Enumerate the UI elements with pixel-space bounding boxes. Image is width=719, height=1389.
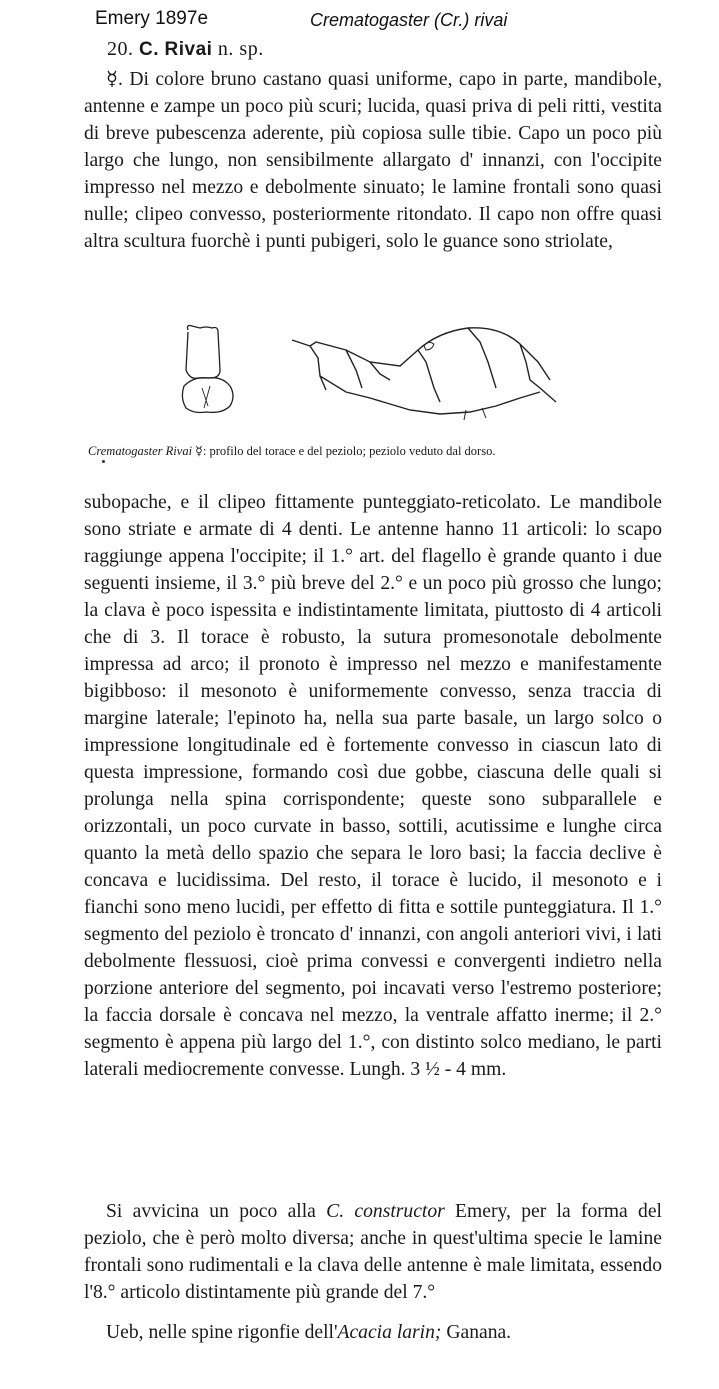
figure-caption [88, 443, 495, 459]
paragraph-comparison [84, 1198, 662, 1306]
locality-text-b: Ganana. [441, 1322, 512, 1343]
thorax-profile-drawing [292, 328, 556, 420]
paragraph-locality [84, 1319, 662, 1346]
caption-mark [102, 460, 105, 463]
comparison-block [84, 1198, 662, 1306]
locality-text-a: Ueb, nelle spine rigonfie dell' [106, 1322, 338, 1343]
description-block-2 [84, 489, 662, 1083]
petiole-dorsal-drawing [182, 326, 233, 413]
locality-block [84, 1319, 662, 1346]
header-citation: Emery 1897e [95, 8, 209, 29]
caption-species: Crematogaster Rivai [88, 444, 193, 458]
paragraph-description-body: subopache, e il clipeo fittamente punteggiato-reticolato. Le mandibole sono striate e armate di 4 denti. Le antenne hanno 11 articoli: lo scapo raggiunge appena l'occipite; il 1.° art. del flagello è grande quanto i due seguenti insieme, il 3.° più breve del 2.° e un poco più grosso che lungo; la clava è poco ispessita e indistintamente limitata, piuttosto di 4 articoli che di 3. Il torace è robusto, la sutura promesonotale debolmente impressa ad arco; il pronoto è impresso nel mezzo e manifestamente bigibboso: il mesonoto è uniformemente convesso, senza traccia di margine laterale; l'epinoto ha, nella sua parte basale, un largo solco o impressione longitudinale ed è fortemente convesso in ciascun lato di questa impressione, formando così due gobbe, ciascuna delle quali si prolunga nella spina corrispondente; queste sono subparallele e orizzontali, un poco curvate in basso, sottili, acutissime e lunghe circa quanto la metà dello spazio che separa le loro basi; la faccia declive è concava e lucidissima. Del resto, il torace è lucido, il mesonoto e i fianchi sono meno lucidi, per effetto di fitta e sottile punteggiatura. Il 1.° segmento del peziolo è troncato d' innanzi, con angoli anteriori vivi, i lati debolmente flessuosi, cioè prima convessi e convergenti indietro nella porzione anteriore del segmento, poi incavati verso l'estremo posteriore; la faccia dorsale è concava nel mezzo, la ventrale affatto inerme; il 2.° segmento è appena più largo del 1.°, con distinto solco mediano, le parti laterali mediocremente convesse. Lungh. 3 ½ - 4 mm. [84, 492, 662, 1080]
paragraph-description-head: ☿. Di colore bruno castano quasi uniforme, capo in parte, mandibole, antenne e zampe un poco più scuri; lucida, quasi priva di peli ritti, vestita di breve pubescenza aderente, più copiosa sulle tibie. Capo un poco più largo che lungo, non sensibilmente allargato d' innanzi, con l'occipite impresso nel mezzo e debolmente sinuato; le lamine frontali sono quasi nulle; clipeo convesso, posteriormente ritondato. Il capo non offre quasi altra scultura fuorchè i punti pubigeri, solo le guance sono striolate, [84, 69, 662, 252]
comparison-species: C. constructor [326, 1201, 445, 1222]
description-block-1 [84, 66, 662, 255]
caption-text: ☿: profilo del torace e del peziolo; peziolo veduto dal dorso. [192, 444, 496, 458]
header-taxon: Crematogaster (Cr.) rivai [310, 10, 508, 30]
species-number: 20. [107, 38, 134, 60]
species-status: n. sp. [217, 38, 264, 60]
locality-host-plant: Acacia larin; [337, 1322, 442, 1343]
species-genus: C. [139, 39, 159, 60]
figure-thorax-petiole [170, 318, 570, 428]
species-name: Rivai [164, 39, 213, 60]
comparison-text-b: Emery, per la forma del peziolo, che è però molto diversa; anche in quest'ultima specie le lamine frontali sono rudimentali e la clava delle antenne è male limitata, essendo l'8.° articolo distintamente più grande del 7.° [84, 1201, 662, 1303]
comparison-text-a: Si avvicina un poco alla [106, 1201, 327, 1222]
species-heading [107, 38, 264, 61]
